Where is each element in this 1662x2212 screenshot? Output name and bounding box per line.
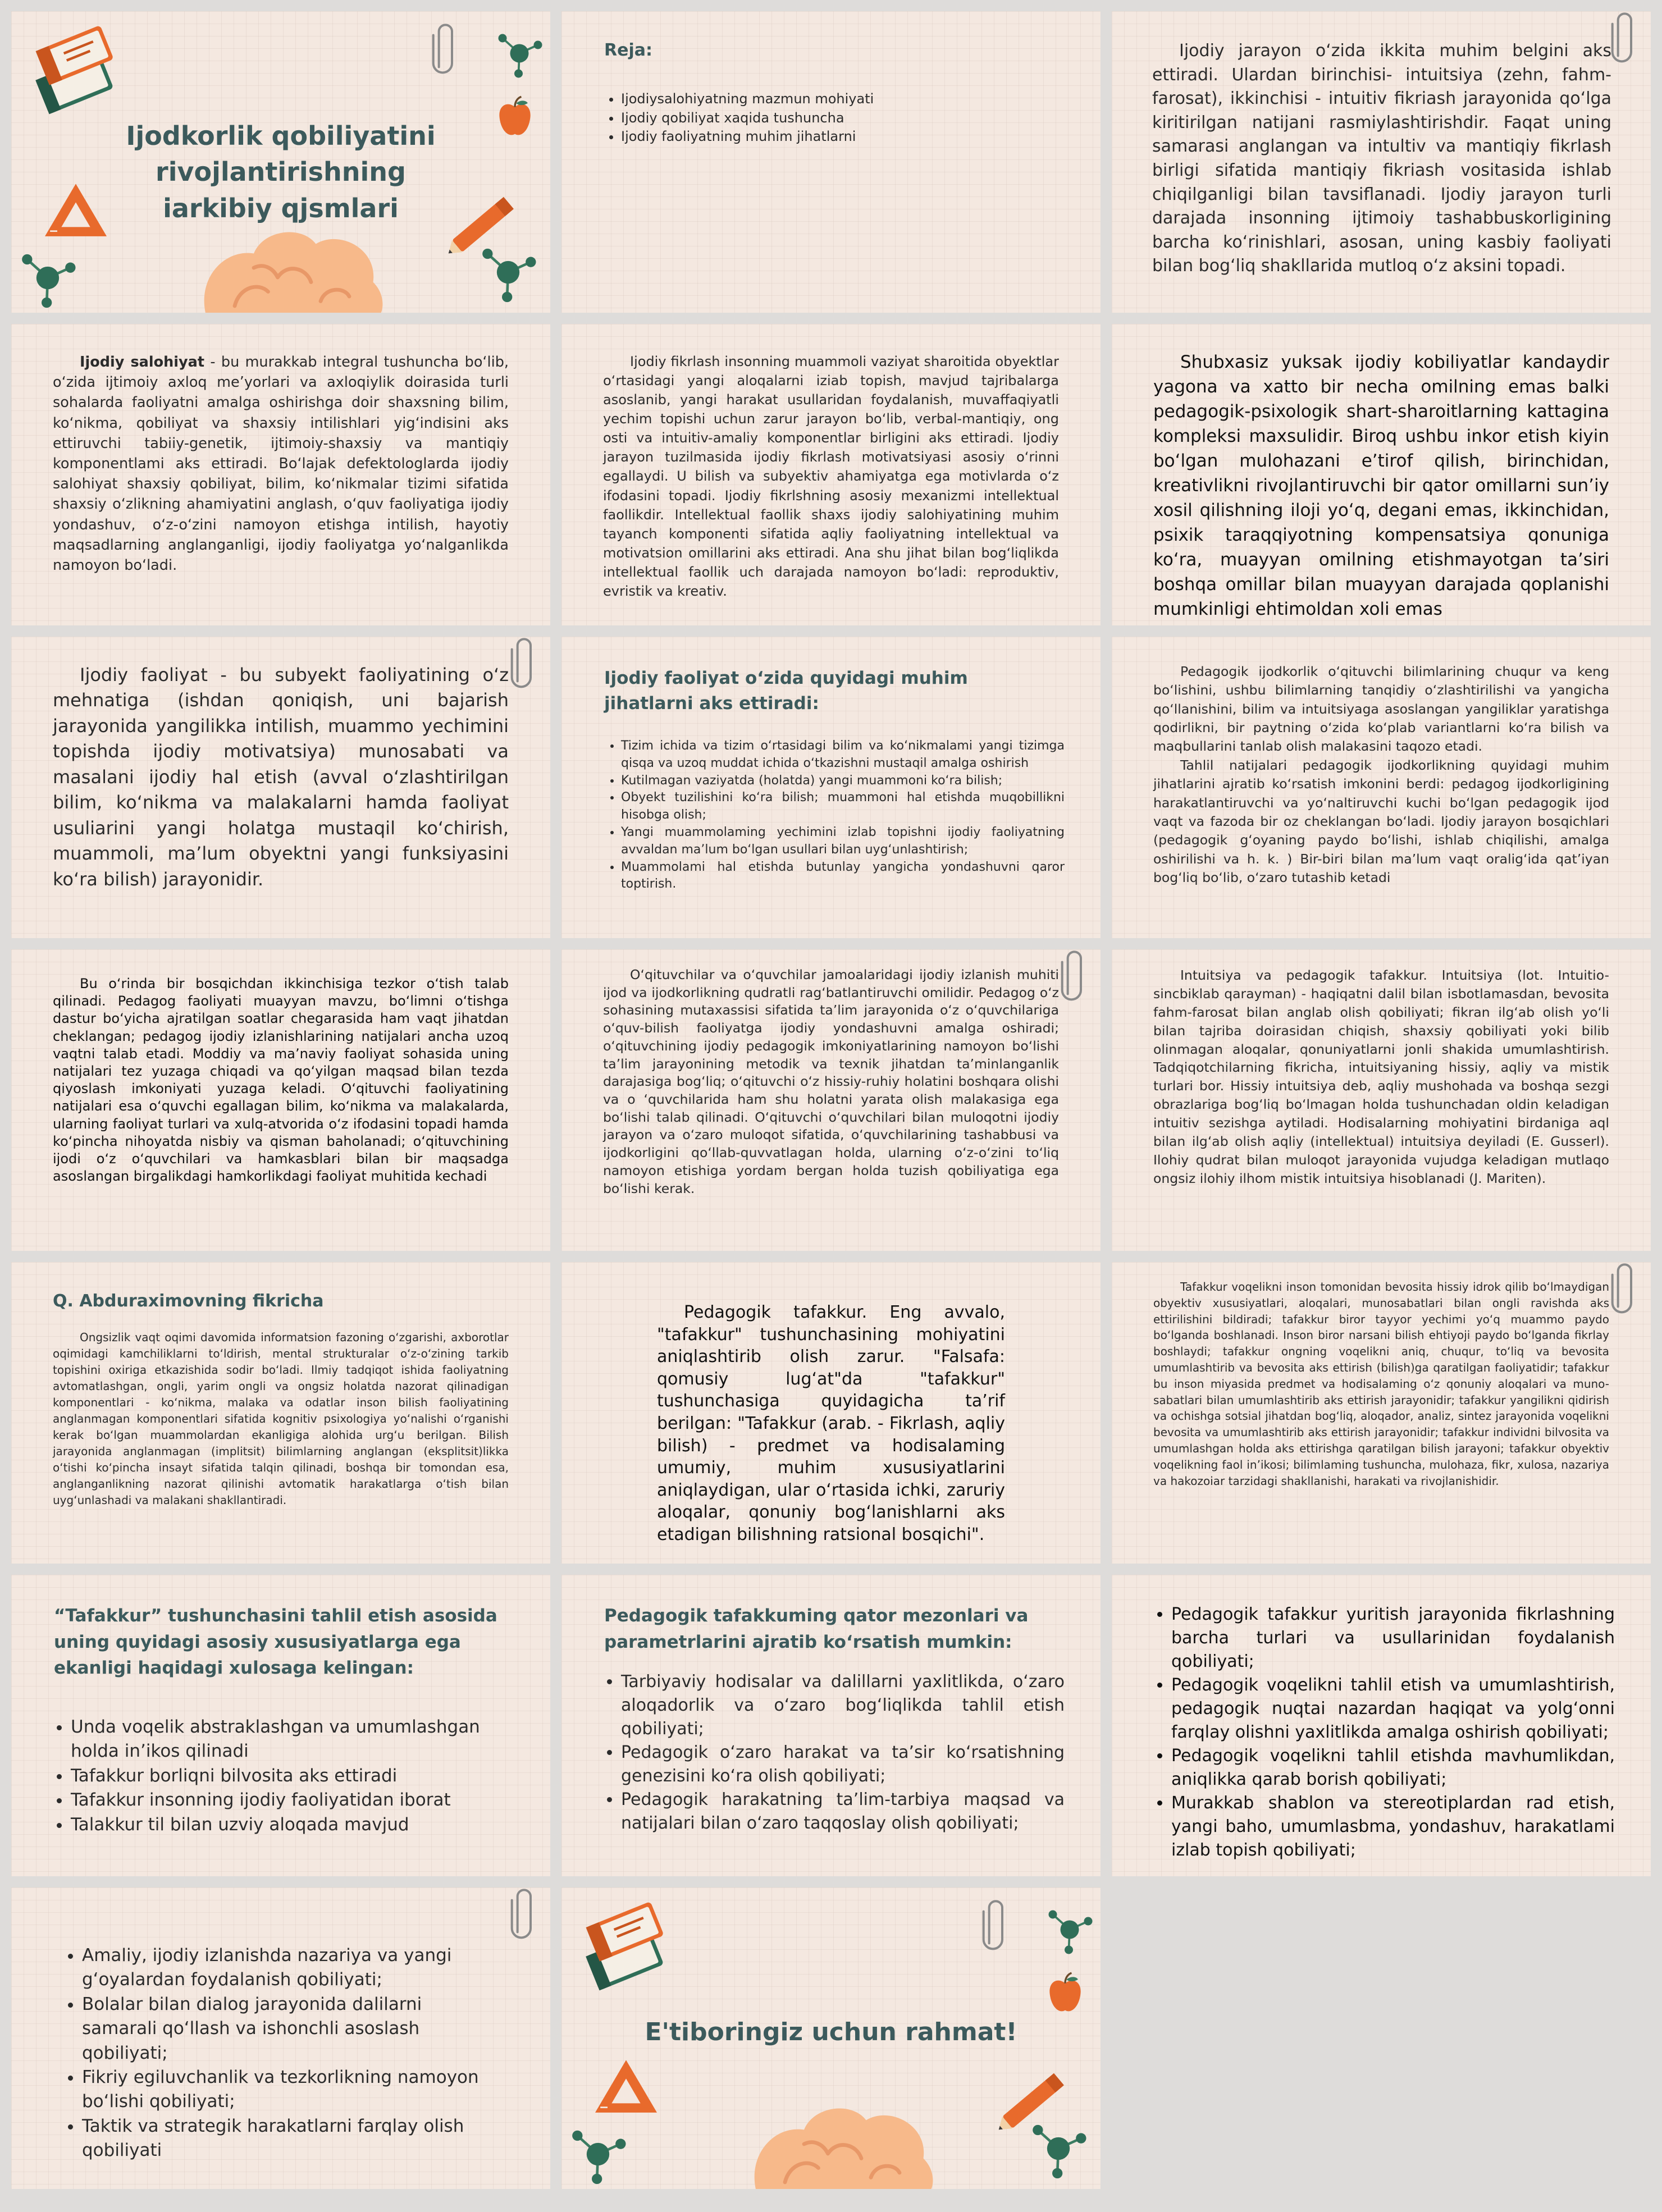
list-item: • Yangi muammolaming yechimini izlab topishni ijodiy faoliyatning avvaldan ma’lum bo‘lgan usullari bilan uyg‘unlashtirish; — [621, 824, 1065, 859]
slide-text: Bu o‘rinda bir bosqichdan ikkinchisiga tezkor o‘tish talab qilinadi. Pedagog faoliyati muayyan mavzu, bo‘limni o‘tishga dastur bo‘yicha ajratilgan soatlar chegarasida ham vaqt jihatdan cheklangan; pedagog ijodiy izlanishlarining natijalari ancha uzoq vaqtni talab etadi. Moddiy va ma’naviy faoliyat sohasida uning natijalari tez yuzaga chiqadi va qo‘yilgan maqsad bilan tezda qiyoslash imkoniyati yuzaga keladi. O‘qituvchi faoliyatining natijalari esa o‘quvchi egallagan bilim, ko‘nikma va malakalarda, ularning faoliyat turlari va xulq-atvorida o‘z ifodasini topadi hamda ko‘pincha nihoyatda nisbiy va qisman baholanadi; o‘qituvchining ijodi o‘z o‘quvchilari va hamkasblari bilan bir maqsadga asoslangan birgalikdagi hamkorlikdagi faoliyat muhitida kechadi — [53, 976, 509, 1185]
list-item: • Tizim ichida va tizim o‘rtasidagi bilim va ko‘nikmalami yangi tizimga qisqa va uzoq muddat ichida o‘tkazishni mustaqil amalga oshirish — [621, 738, 1065, 773]
aspects-list — [605, 738, 1065, 893]
list-item: • Obyekt tuzilishini ko‘ra bilish; muammoni hal etishda muqobillikni hisobga olish; — [621, 789, 1065, 824]
molecule-icon — [477, 241, 539, 303]
slide-heading: Q. Abduraximovning fikricha — [53, 1291, 324, 1311]
criteria-list — [605, 1670, 1065, 1835]
paperclip-icon — [1056, 949, 1089, 1003]
slide-text: Intuitsiya va pedagogik tafakkur. Intuitsiya (lot. Intuitio-sincbiklab qarayman) - haqiqatni dalil bilan isbotlamasdan, bevosita fahm-farosat bilan anglab olish qobiliyati; fikran ilg‘ab olish yo‘li bilan tajriba doirasidan chiqish, shaxsiy qobiliyati yoki bilib olinmagan aloqalar, qonuniyatlarni jonli shakida umumlashtirish. Tadqiqotchilarning fikricha, intuitsiyaning hissiy, aqliy va mistik turlari bor. Hissiy intuitsiya deb, aqliy mushohada va boshqa sezgi obrazlariga bog‘liq bo‘lmagan holda tushunchadan oldin keladigan intuitiv sezishga aytiladi. Hodisalarning mohiyatini birdaniga aql bilan ilg‘ab olish aqliy (intellektual) intuitsiya deyiladi (E. Gusserl). Ilohiy qudrat bilan muloqot jarayonida vujudga keladigan mutlaqo ongsiz ilohiy ilhom mistik intuitsiya hisoblanadi (J. Mariten). — [1153, 967, 1609, 1186]
slide-criteria-final — [11, 1887, 550, 2189]
slide-pedagogical-creativity — [1112, 637, 1651, 938]
apple-icon — [1045, 1972, 1085, 2017]
slide-heading: Pedagogik tafakkuming qator mezonlari va parametrlarini ajratib ko‘rsatish mumkin: — [604, 1606, 1029, 1652]
term-definition: - bu murakkab integral tushuncha bo‘lib, o‘zida ijtimoiy axloq me’yorlari va axloqiylik doirasida turli sohalarda faoliyatni amalga oshirishga doir shaxsning bilim, ko‘nikma, qobiliyat va shaxsiy intilishlari yig‘indisini aks ettiruvchi tabiiy-genetik, ijtimoiy-shaxsiy va mantiqiy komponentlami aks ettiradi. Bo‘lajak defektologlarda ijodiy salohiyat shaxsiy qobiliyat, bilim, ko‘nikmalar tizimi sifatida shaxsiy o‘zlikning ahamiyatini anglash, o‘quv faoliyatiga ijodiy yondashuv, o‘z-o‘zini namoyon etishga intilish, hayotiy maqsadlarning anglanganligi, ijodiy faoliyatga yo‘nalganlikda namoyon bo‘ladi. — [53, 354, 509, 574]
ruler-triangle-icon — [590, 2056, 663, 2118]
books-icon — [573, 1898, 674, 1999]
presentation-title: Ijodkorlik qobiliyatini rivojlantirishning iarkibiy qjsmlari — [126, 121, 436, 223]
molecule-icon — [1028, 2118, 1089, 2179]
list-item: • Pedagogik voqelikni tahlil etish va umumlashtirish, pedagogik nuqtai nazardan haqiqat va yolg‘onni farqlay olishni yaxlitlikda amalga oshirish qobiliyati; — [1171, 1674, 1615, 1744]
slide-text: O‘qituvchilar va o‘quvchilar jamoalaridagi ijodiy izlanish muhiti ijod va ijodkorlikning qudratli rag‘batlantiruvchi omilidir. Pedagog o‘z sohasining mutaxassisi sifatida ta’lim jarayonida o‘z o‘quvchilariga o‘quv-bilish faoliyatga ijodiy yondashuvni amalga oshiradi; o‘qituvchining ijodiy pedagogik imkoniyatlarining namoyon bo‘lishi ta’lim jarayonining metodik va texnik jihatdan ta’minlanganlik darajasiga bog‘liq; o‘qituvchi o‘z hissiy-ruhiy holatini boshqara olishi va o ‘quvchilarida ham shu holatni yarata olish malakasiga ega bo‘lishi talab qilinadi. O‘qituvchi o‘quvchilari bilan muloqotni ijodiy jarayon va o‘zaro muloqot sifatida, o‘quvchilarining tashabbusi va ijodkorligini qo‘llab-quvvatlagan holda, ularning o‘z-o‘zini to‘liq namoyon etishiga yordam bergan holda tuzish qobiliyatiga ega bo‘lishi kerak. — [603, 967, 1059, 1196]
list-item: • Ijodiy faoliyatning muhim jihatlarni — [621, 127, 1014, 147]
slide-criteria-continued — [1112, 1575, 1651, 1876]
list-item: • Pedagogik o‘zaro harakat va ta’sir ko‘rsatishning genezisini ko‘ra olish qobiliyati; — [621, 1741, 1065, 1788]
slide-creative-activity — [11, 637, 550, 938]
list-item: • Ijodiy qobiliyat xaqida tushuncha — [621, 109, 1014, 128]
slide-text: Tafakkur voqelikni inson tomonidan bevosita hissiy idrok qilib bo‘lmaydigan obyektiv xususiyatlari, aloqalari, munosabatlari bilan ongli ravishda aks ettirilishini bildiradi; tafakkur biror tayyor yechimi yo‘q muammo paydo bo‘lganda boshlanadi. Inson biror narsani bilish ehtiyoji paydo bo‘lganda fikrlay boshlaydi; tafakkur ongning voqelikni aniq, chuqur, to‘liq va bevosita umumlashtirib va bevosita aks ettirish (bilish)ga qaratilgan faoliyatidir; tafakkur bu inson miyasida predmet va hodisalaming o‘z qonuniy aloqalari va muno-sabatlari bilan umumlashtirib aks ettirish jarayonidir; tafakkur yangilikni qidirish va ochishga sotsial jihatdan bog‘liq, aloqador, analiz, sintez jarayonida voqelikni bevosita va umumlashtirib aks ettirish jarayonidir; tafakkur individni bilvosita va umumlashgan holda aks ettirishga qaratilgan bilish jarayoni; tafakkur obyektiv voqelikning faol in’ikosi; bilimlaming tushuncha, mulohaza, fikr, xulosa, nazariya va hakozoiar tarzidagi shakllanishi, harakati va rivojlanishidir. — [1153, 1280, 1609, 1488]
slide-heading: Ijodiy faoliyat o‘zida quyidagi muhim jihatlarni aks ettiradi: — [604, 668, 968, 714]
list-item: • Muammolami hal etishda butunlay yangicha yondashuvni qaror toptirish. — [621, 859, 1065, 894]
slide-text: Ijodiy faoliyat - bu subyekt faoliyatining o‘z mehnatiga (ishdan qoniqish, uni bajarish jarayonida yangilikka intilish, muammo yechimini topishda ijodiy motivatsiya) munosabati va masalani ijodiy hal etish (avval o‘zlashtirilgan bilim, ko‘nikma va malakalarni hamda faoliyat usuliarini yangi holatga mustaqil ko‘chirish, muammoli, ma’lum obyektni yangi funksiyasini ko‘ra bilish) jarayonidir. — [53, 664, 509, 890]
slide-text — [53, 352, 509, 575]
molecule-icon — [17, 247, 79, 309]
books-icon — [22, 21, 124, 122]
paragraph: Tahlil natijalari pedagogik ijodkorlikning quyidagi muhim jihatlarini ajratib ko‘rsatish imkonini berdi: pedagog ijodkorligining harakatlantiruvchi va yo‘naltiruvchi kuchi bo‘lgan pedagogik ijod vaqt va fazoda bir oz cheklangan bo‘ladi. Ijodiy jarayon bosqichlari (pedagogik g‘oyaning paydo bo‘lishi, ishlab chiqilishi, amalga oshirilishi va h. k. ) Bir-biri bilan ma’lum vaqt oralig‘ida qat’iyan bog‘liq bo‘lib, o‘zaro tutashib ketadi — [1153, 757, 1609, 885]
molecule-icon — [494, 28, 545, 79]
plan-list — [605, 90, 1014, 147]
term-lead: Ijodiy salohiyat — [80, 354, 205, 371]
thank-you-title: E'tiboringiz uchun rahmat! — [645, 2018, 1017, 2046]
molecule-icon — [1044, 1904, 1095, 1955]
slide-activity-aspects — [561, 637, 1101, 938]
paragraph: Pedagogik ijodkorlik o‘qituvchi bilimlarining chuqur va keng bo‘lishini, ushbu bilimlarning tanqidiy o‘zlashtirilishi va yangicha qo‘llanishini, bilim va intuitsiyaga asoslangan yangiliklar yaratishga qodirlikni, bir paytning o‘zida ko‘plab variantlarni ko‘ra bilish va maqbullarini tanlab olish malakasini taqozo etadi. — [1153, 664, 1609, 755]
molecule-icon — [567, 2123, 629, 2185]
brain-icon — [736, 2096, 949, 2189]
slide-thinking-criteria — [561, 1575, 1101, 1876]
list-item: • Fikriy egiluvchanlik va tezkorlikning namoyon bo‘lishi qobiliyati; — [82, 2065, 486, 2114]
slide-intuition — [1112, 949, 1651, 1251]
paperclip-icon — [505, 637, 539, 691]
slide-pedagogical-thinking — [561, 1262, 1101, 1564]
slide-plan — [561, 11, 1101, 313]
list-item: • Pedagogik tafakkur yuritish jarayonida fikrlashning barcha turlari va usullarinidan foydalanish qobiliyati; — [1171, 1603, 1615, 1674]
slide-creative-potential — [11, 324, 550, 625]
list-item: • Ijodiysalohiyatning mazmun mohiyati — [621, 90, 1014, 109]
slide-text: Ijodiy fikrlash insonning muammoli vaziyat sharoitida obyektlar o‘rtasidagi yangi aloqalarni iziab topish, mavjud tajribalarga asoslanib, yangi harakat usullaridan foydalanish, muvaffaqiyatli yechim topishi uchun zarur jarayon bo‘lib, verbal-mantiqiy, ong osti va intuitiv-amaliy komponentlar birligini aks ettiradi. Ijodiy jarayon tuzilmasida ijodiy fikrlash motivatsiyasi asosiy o‘rinni egallaydi. U bilish va subyektiv ahamiyatga ega motivlarda o‘z ifodasini topadi. Ijodiy fikrlshning asosiy mexanizmi intellektual faollikdir. Intellektual faollik shaxs ijodiy salohiyatining muhim tayanch komponenti sifatida aqliy faoliyatning intellektual va motivatsion omillarini aks ettiradi. Ana shu jihat bilan bog‘liqlikda intellektual faollik uch darajada namoyon bo‘ladi: reproduktiv, evristik va kreativ. — [603, 354, 1059, 599]
properties-list — [55, 1715, 509, 1837]
criteria-list — [1156, 1603, 1615, 1862]
slide-title — [11, 11, 550, 313]
list-item: • Pedagogik harakatning ta’lim-tarbiya maqsad va natijalari bilan o‘zaro taqqoslay olish qobiliyati; — [621, 1788, 1065, 1835]
plan-heading: Reja: — [604, 40, 652, 60]
list-item: • Unda voqelik abstraklashgan va umumlashgan holda in’ikos qilinadi — [71, 1715, 509, 1764]
empty-cell — [1112, 1887, 1651, 2189]
criteria-list — [66, 1944, 486, 2163]
slide-thank-you — [561, 1887, 1101, 2189]
list-item: • Bolalar bilan dialog jarayonida dalilarni samarali qo‘llash va ishonchli asoslash qobiliyati; — [82, 1992, 486, 2065]
slide-thinking-properties — [11, 1575, 550, 1876]
slide-text: Shubxasiz yuksak ijodiy kobiliyatlar kandaydir yagona va xatto bir necha omilning emas balki pedagogik-psixologik shart-sharoitlarning kattagina kompleksi maxsulidir. Biroq ushbu inkor etish kiyin bo‘lgan mulohazani e’tirof qilish, birinchidan, kreativlikni rivojlantiruvchi bir qator omillarni sun’iy xosil qilishning iloji yo‘q, degani emas, ikkinchidan, psixik taraqqiyotning kompensatsiya qonuniga ko‘ra, muayyan omilning etishmayotgan ta’siri boshqa omillar bilan muayyan darajada qoplanishi mumkinligi ehtimoldan xoli emas — [1153, 352, 1609, 620]
list-item: • Amaliy, ijodiy izlanishda nazariya va yangi g‘oyalardan foydalanish qobiliyati; — [82, 1944, 486, 1992]
slide-heading: “Tafakkur” tushunchasini tahlil etish asosida uning quyidagi asosiy xususiyatlarga ega ekanligi haqidagi xulosaga kelingan: — [54, 1606, 497, 1678]
slide-text: Pedagogik tafakkur. Eng avvalo, "tafakkur" tushunchasining mohiyatini aniqlashtirib olish zarur. "Falsafa: qomusiy lug‘at"da "tafakkur" tushunchasiga quyidagicha ta’rif berilgan: "Tafakkur (arab. - Fikrlash, aqliy bilish) - predmet va hodisalaming umumiy, muhim xususiyatlarini aniqlaydigan, ular o‘rtasida ichki, zaruriy aloqalar, qonuniy bog‘lanishlarni aks etadigan bilishning ratsional bosqichi". — [657, 1302, 1005, 1544]
slide-abilities — [1112, 324, 1651, 625]
slide-creative-thinking — [561, 324, 1101, 625]
list-item: • Talakkur til bilan uzviy aloqada mavjud — [71, 1813, 509, 1837]
slide-text: Ongsizlik vaqt oqimi davomida informatsion fazoning o‘zgarishi, axborotlar oqimidagi kamchiliklarni to‘ldirish, mental strukturalar o‘z-o‘zining tarkib topishini oxiriga etkazishida sodir bo‘ladi. Ilmiy tadqiqot ishida faoliyatning avtomatlashgan, ongli, yarim ongli va ongsiz holatda nazorat qilinadigan komponentlari - ko‘nikma, malaka va odatlar inson bilish faoliyatining anglanmagan komponentlari sifatida kognitiv psixologiya yo‘nalishi o‘rganishi kerak bo‘lgan muammolardan ekanligiga alohida urg‘u berilgan. Bilish jarayonida anglanmagan (implitsit) bilimlarning anglangan (eksplitsit)likka o‘tishi ko‘pincha insayt sifatida talqin qilinadi, boshqa bir tomondan esa, anglanganlikning nazorat qilinishi avtomatik harakatlarga o‘tish bilan uyg‘unlashadi va malakani shakllantiradi. — [53, 1331, 509, 1507]
list-item: • Taktik va strategik harakatlarni farqlay olish qobiliyati — [82, 2114, 486, 2163]
list-item: • Tafakkur insonning ijodiy faoliyatidan iborat — [71, 1788, 509, 1812]
slide-search-environment — [561, 949, 1101, 1251]
slide-thinking-definition — [1112, 1262, 1651, 1564]
list-item: • Tafakkur borliqni bilvosita aks ettiradi — [71, 1764, 509, 1788]
slide-abduraximov — [11, 1262, 550, 1564]
slide-creative-process — [1112, 11, 1651, 313]
slide-text: Ijodiy jarayon o‘zida ikkita muhim belgini aks ettiradi. Ulardan birinchisi- intuitsiya (zehn, fahm-farosat), ikkinchisi - intuitiv fikriash jarayonida qo‘lga kiritirilgan natijani rasmiylashtirishdir. Faqat uning samarasi anglangan va intultiv va mantiqiy fikrlash birligi sifatida mantiqiy fikriash vositasida ishlab chiqilganligi bilan tavsiflanadi. Ijodiy jarayon turli darajada insonning ijtimoiy tashabbuskorligining barcha ko‘rinishlari, asosan, uning kasbiy faoliyati bilan bog‘liq shakllarida mutloq o‘z aksini topadi. — [1152, 41, 1611, 276]
brain-icon — [185, 220, 399, 313]
list-item: • Tarbiyaviy hodisalar va dalillarni yaxlitlikda, o‘zaro aloqadorlik va o‘zaro bog‘liqlikda tahlil etish qobiliyati; — [621, 1670, 1065, 1741]
paperclip-icon — [1606, 1262, 1640, 1316]
paperclip-icon — [505, 1887, 539, 1941]
list-item: • Kutilmagan vaziyatda (holatda) yangi muammoni ko‘ra bilish; — [621, 773, 1065, 790]
list-item: • Murakkab shablon va stereotiplardan rad etish, yangi baho, umumlasbma, yondashuv, harakatlami izlab topish qobiliyati; — [1171, 1791, 1615, 1862]
slide-stages — [11, 949, 550, 1251]
paperclip-icon — [427, 20, 460, 76]
paperclip-icon — [977, 1896, 1011, 1953]
list-item: • Pedagogik voqelikni tahlil etishda mavhumlikdan, aniqlikka qarab borish qobiliyati; — [1171, 1744, 1615, 1791]
